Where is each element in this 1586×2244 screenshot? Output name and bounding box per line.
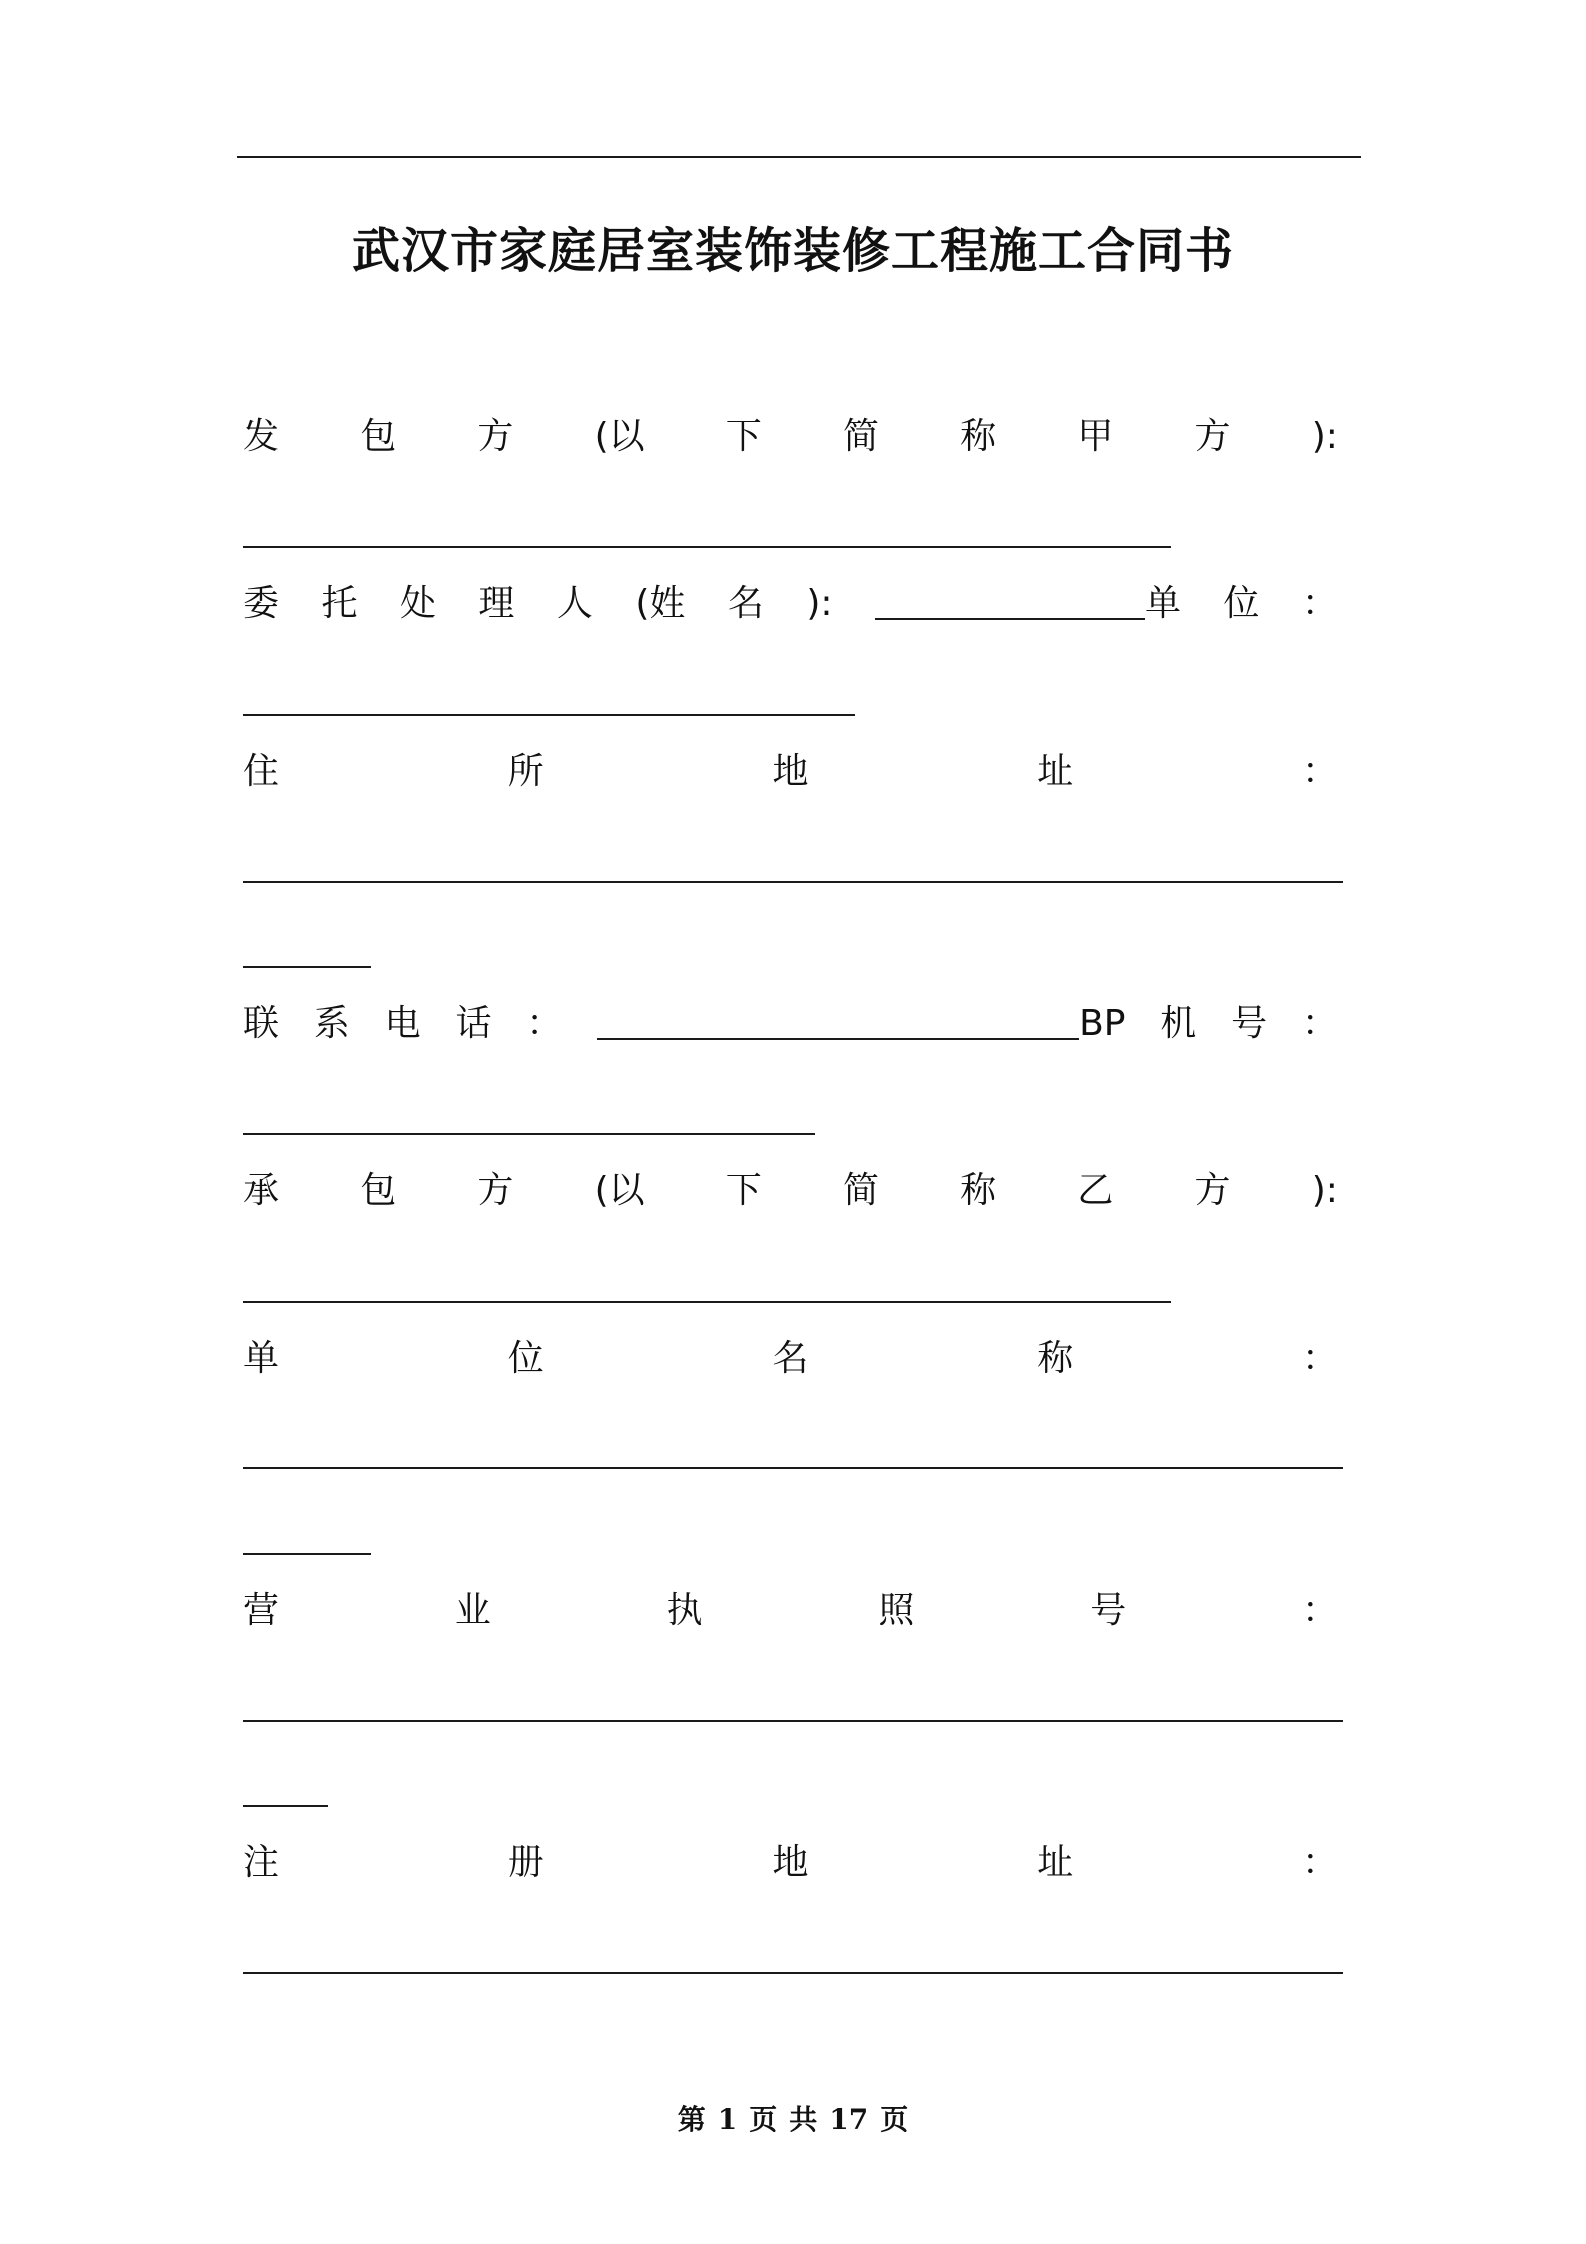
field-label-char: 理 [478,583,515,624]
company-name-blank-line-cont[interactable] [243,1553,371,1555]
field-label-char: ： [1301,1842,1338,1883]
row-agent [243,574,1338,634]
field-label-char: 电 [384,1003,421,1044]
field-label-char: 营 [243,1590,280,1631]
field-label-char: 方 [1194,1170,1231,1211]
license-blank-line[interactable] [243,1720,1343,1722]
field-label-char: ： [1301,1590,1338,1631]
field-label-char: ： [1301,583,1338,624]
field-label-char: (姓 [635,583,686,624]
field-label-char: 包 [360,1170,397,1211]
field-label-char: 方 [477,1170,514,1211]
field-label-char: 简 [842,1170,879,1211]
address-blank-line[interactable] [243,881,1343,883]
field-label-char: 联 [243,1003,280,1044]
field-label-char: 话 [455,1003,492,1044]
employer-blank-line[interactable] [243,546,1171,548]
agent-name-blank[interactable]: 单 [875,574,1181,634]
document-title: 武汉市家庭居室装饰装修工程施工合同书 [351,223,1234,279]
field-label-char: 址 [1037,1842,1074,1883]
field-label-char: 人 [556,583,593,624]
field-label-char: 下 [725,1170,762,1211]
field-label-char: 注 [243,1842,280,1883]
field-label-char: 位 [1223,583,1260,624]
row-registered-address [243,1833,1338,1893]
row-company-name [243,1329,1338,1389]
field-label-char: 册 [507,1842,544,1883]
field-label-char: ): [806,583,833,624]
field-label-char: 包 [360,416,397,457]
company-name-blank-line[interactable] [243,1467,1343,1469]
total-page-count: 17 [829,2103,869,2136]
field-label-char: 照 [878,1590,915,1631]
field-label-char: 住 [243,751,280,792]
field-label-char: 委 [243,583,280,624]
field-label-char: 甲 [1077,416,1114,457]
field-label-char: 地 [772,751,809,792]
current-page-number: 1 [717,2103,738,2136]
field-label-char: ： [526,1003,563,1044]
field-label-char: 称 [1037,1338,1074,1379]
field-label-char: 址 [1037,751,1074,792]
field-label-char: 简 [842,416,879,457]
field-label-char: 位 [507,1338,544,1379]
field-label-char: 机 [1160,1003,1197,1044]
page-footer: 第 1 页 共 17 页 [677,2103,909,2136]
field-label-char: 地 [772,1842,809,1883]
field-label-char: 称 [960,1170,997,1211]
field-label-char: 处 [399,583,436,624]
row-license [243,1581,1338,1641]
field-label-char: 单 [243,1338,280,1379]
field-label-char: 称 [960,416,997,457]
field-label-char: (以 [594,1170,645,1211]
row-contractor [243,1161,1338,1221]
field-label-char: 方 [477,416,514,457]
header-rule [237,156,1361,158]
field-label-char: 乙 [1077,1170,1114,1211]
field-label-char: 名 [727,583,764,624]
field-label-char: ： [1301,1338,1338,1379]
registered-address-blank-line[interactable] [243,1972,1343,1974]
field-label-char: 名 [772,1338,809,1379]
contractor-blank-line[interactable] [243,1301,1171,1303]
pager-blank-line[interactable] [243,1133,815,1135]
field-label-char: 号 [1090,1590,1127,1631]
agent-unit-blank-line[interactable] [243,714,855,716]
field-label-char: 号 [1231,1003,1268,1044]
phone-blank[interactable]: BP [597,994,1125,1054]
field-label-char: 所 [507,751,544,792]
field-label-char: 下 [725,416,762,457]
field-label-char: 托 [321,583,358,624]
row-address [243,742,1338,802]
license-blank-line-cont[interactable] [243,1805,328,1807]
field-label-char: 发 [243,416,280,457]
field-label-char: 系 [313,1003,350,1044]
field-label-char: ): [1311,1170,1338,1211]
row-employer [243,407,1338,467]
field-label-char: ： [1301,751,1338,792]
field-label-char: ： [1301,1003,1338,1044]
field-label-char: 执 [666,1590,703,1631]
field-label-char: ): [1311,416,1338,457]
field-label-char: 方 [1194,416,1231,457]
field-label-char: 业 [454,1590,491,1631]
field-label-char: 承 [243,1170,280,1211]
row-phone [243,994,1338,1054]
field-label-char: (以 [594,416,645,457]
address-blank-line-cont[interactable] [243,966,371,968]
